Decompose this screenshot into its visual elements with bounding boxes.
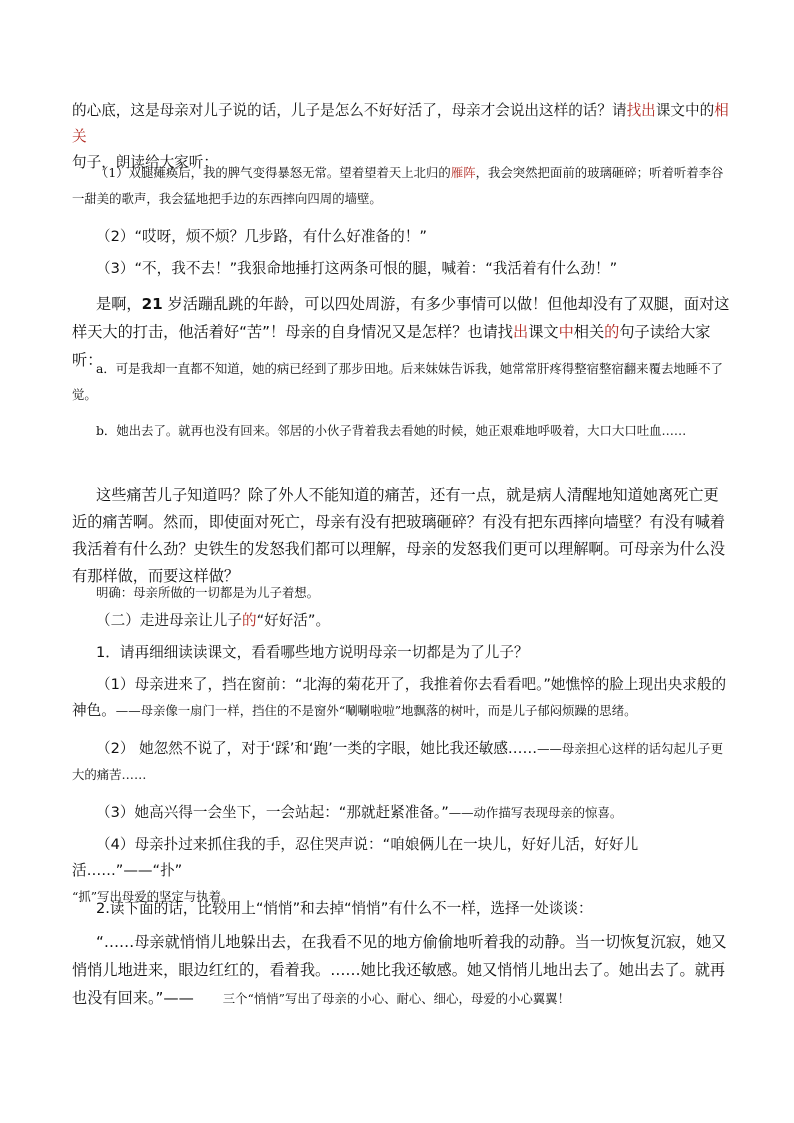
quote-1: （1）双腿瘫痪后，我的脾气变得暴怒无常。望着望着天上北归的雁阵，我会突然把面前的玻璃砸碎；听着听着李谷一甜美的歌声，我会猛地把手边的东西摔向四周的墙壁。 <box>72 165 724 206</box>
example-5: “……母亲就悄悄儿地躲出去，在我看不见的地方偷偷地听着我的动静。当一切恢复沉寂，她又悄悄儿地进来，眼边红红的，看着我。……她比我还敏感。她又悄悄儿地出去了。她出去了。就再也没有回来。”—— 三个“悄悄”写出了母亲的小心、耐心、细心，母爱的小心翼翼！ <box>72 933 727 1007</box>
example-1: （1）母亲进来了，挡在窗前：“北海的菊花开了，我推着你去看看吧。”她憔悴的脸上现出央求般的神色。——母亲像一扇门一样，挡住的不是窗外“唰唰啦啦”地飘落的树叶，而是儿子郁闷烦躁的思绪。 <box>72 676 727 719</box>
example-3: （3）她高兴得一会坐下，一会站起：“那就赶紧准备。”——动作描写表现母亲的惊喜。 <box>96 804 623 821</box>
quote-3: （3）“不，我不去！”我狠命地捶打这两条可恨的腿，喊着：“我活着有什么劲！” <box>96 260 618 277</box>
quote-2: （2）“哎呀，烦不烦？几步路，有什么好准备的！” <box>96 228 427 245</box>
quote-a: a．可是我却一直都不知道，她的病已经到了那步田地。后来妹妹告诉我，她常常肝疼得整宿整宿翻来覆去地睡不了觉。 <box>72 361 723 402</box>
paragraph-3: 这些痛苦儿子知道吗？除了外人不能知道的痛苦，还有一点，就是病人清醒地知道她离死亡更近的痛苦啊。然而，即使面对死亡，母亲有没有把玻璃砸碎？有没有把东西摔向墙壁？有没有喊着我活着有什么劲？史铁生的发怒我们都可以理解，母亲的发怒我们更可以理解啊。可母亲为什么没有那样做，而要这样做？ <box>72 486 726 585</box>
paragraph-2: 是啊，21 岁活蹦乱跳的年龄，可以四处周游，有多少事情可以做！但他却没有了双腿，面对这样天大的打击，他活着好“苦”！母亲的自身情况又是怎样？也请找出课文中相关的句子读给大家听： <box>72 295 730 369</box>
example-2: （2） 她忽然不说了，对于‘踩’和‘跑’一类的字眼，她比我还敏感……——母亲担心这样的话勾起儿子更大的痛苦…… <box>72 740 723 782</box>
paragraph-intro: 的心底，这是母亲对儿子说的话，儿子是怎么不好好活了，母亲才会说出这样的话？请找出课文中的相关 句子，朗读给大家听： <box>72 102 729 171</box>
section-2-heading: （二）走进母亲让儿子的“好好活”。 <box>96 612 331 629</box>
task-2: 2.读下面的话，比较用上“悄悄”和去掉“悄悄”有什么不一样，选择一处谈谈： <box>96 900 593 917</box>
clarification: 明确：母亲所做的一切都是为儿子着想。 <box>96 585 320 600</box>
task-1: 1．请再细细读读课文，看看哪些地方说明母亲一切都是为了儿子？ <box>96 644 529 661</box>
quote-b: b．她出去了。就再也没有回来。邻居的小伙子背着我去看她的时候，她正艰难地呼吸着，大口大口吐血…… <box>96 423 687 438</box>
example-4: （4）母亲扑过来抓住我的手，忍住哭声说：“咱娘俩儿在一块儿，好好儿活，好好儿活……”——“扑” “抓”写出母爱的坚定与执着。 <box>72 836 639 904</box>
